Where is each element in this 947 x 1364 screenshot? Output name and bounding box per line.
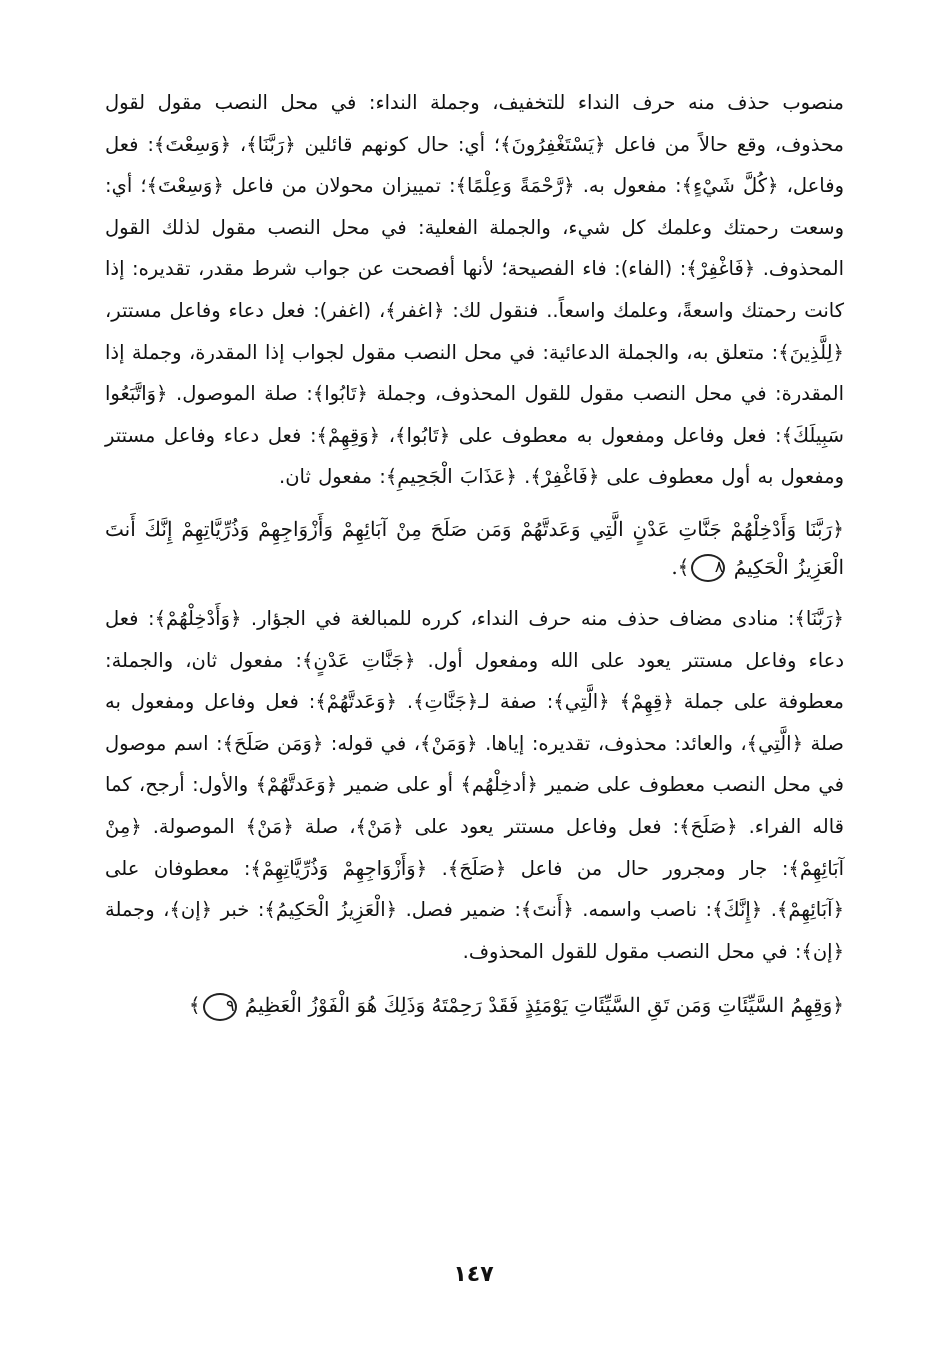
page-number: ١٤٧	[453, 1262, 494, 1287]
quran-verse-9	[105, 986, 844, 1024]
quran-verse-8	[105, 510, 844, 586]
parsing-paragraph-2: ﴿رَبَّنَا﴾: منادى مضاف حذف منه حرف النداء، كرره للمبالغة في الجؤار. ﴿وَأَدْخِلْهُمْ﴾: فعل دعاء وفاعل مستتر يعود على الله ومفعول أول. ﴿جَنَّاتِ عَدْنٍ﴾: مفعول ثان، والجملة: معطوفة على جملة ﴿قِهِمْ﴾ ﴿الَّتِي﴾: صفة لـ﴿جَنَّاتِ﴾. ﴿وَعَدتَّهُمْ﴾: فعل وفاعل ومفعول به صلة ﴿الَّتِي﴾، والعائد: محذوف، تقديره: إياها. ﴿وَمَنْ﴾، في قوله: ﴿وَمَن صَلَحَ﴾: اسم موصول في محل النصب معطوف على ضمير ﴿أدخِلْهُم﴾ أو على ضمير ﴿وَعَدتَّهُمْ﴾ والأول: أرجح، كما قاله الفراء. ﴿صَلَحَ﴾: فعل وفاعل مستتر يعود على ﴿مَنْ﴾، صلة ﴿مَنْ﴾ الموصولة. ﴿مِنْ آبَائِهِمْ﴾: جار ومجرور حال من فاعل ﴿صَلَحَ﴾. ﴿وَأَزْوَاجِهِمْ وَذُرِّيَّاتِهِمْ﴾: معطوفان على ﴿آبَائِهِمْ﴾. ﴿إِنَّكَ﴾: ناصب واسمه. ﴿أَنتَ﴾: ضمير فصل. ﴿الْعَزِيزُ الْحَكِيمُ﴾: خبر ﴿إن﴾، وجملة ﴿إن﴾: في محل النصب مقول للقول المحذوف.	[105, 606, 844, 963]
verse-9-close: ﴾	[188, 993, 201, 1018]
ayah-number-marker-9: ٩	[203, 993, 237, 1021]
verse-8-text: ﴿رَبَّنَا وَأَدْخِلْهُمْ جَنَّاتِ عَدْنٍ الَّتِي وَعَدتَّهُمْ وَمَن صَلَحَ مِنْ آبَائِهِمْ وَأَزْوَاجِهِمْ وَذُرِّيَّاتِهِمْ إِنَّكَ أَنتَ الْعَزِيزُ الْحَكِيمُ	[105, 516, 844, 579]
verse-9-text: ﴿وَقِهِمُ السَّيِّئَاتِ وَمَن تَقِ السَّيِّئَاتِ يَوْمَئِذٍ فَقَدْ رَحِمْتَهُ وَذَلِكَ هُوَ الْفَوْزُ الْعَظِيمُ	[244, 993, 844, 1018]
ayah-number-marker-8: ٨	[691, 554, 725, 582]
parsing-paragraph-1: منصوب حذف منه حرف النداء للتخفيف، وجملة النداء: في محل النصب مقول لقول محذوف، وقع حالاً من فاعل ﴿يَسْتَغْفِرُونَ﴾؛ أي: حال كونهم قائلين ﴿رَبَّنَا﴾، ﴿وَسِعْتَ﴾: فعل وفاعل، ﴿كُلَّ شَيْءٍ﴾: مفعول به. ﴿رَّحْمَةً وَعِلْمًا﴾: تمييزان محولان من فاعل ﴿وَسِعْتَ﴾؛ أي: وسعت رحمتك وعلمك كل شيء، والجملة الفعلية: في محل النصب مقول لذلك القول المحذوف. ﴿فَاغْفِرْ﴾: (الفاء): فاء الفصيحة؛ لأنها أفصحت عن جواب شرط مقدر، تقديره: إذا كانت رحمتك واسعةً، وعلمك واسعاً.. فنقول لك: ﴿اغفر﴾، (اغفر): فعل دعاء وفاعل مستتر، ﴿لِلَّذِينَ﴾: متعلق به، والجملة الدعائية: في محل النصب مقول لجواب إذا المقدرة، وجملة إذا المقدرة: في محل النصب مقول للقول المحذوف، وجملة ﴿تَابُوا﴾: صلة الموصول. ﴿وَاتَّبَعُوا سَبِيلَكَ﴾: فعل وفاعل ومفعول به معطوف على ﴿تَابُوا﴾، ﴿وَقِهِمْ﴾: فعل دعاء وفاعل مستتر ومفعول به أول معطوف على ﴿فَاغْفِرْ﴾. ﴿عَذَابَ الْجَحِيمِ﴾: مفعول ثان.	[105, 91, 844, 489]
verse-8-close: ﴾.	[671, 554, 690, 579]
